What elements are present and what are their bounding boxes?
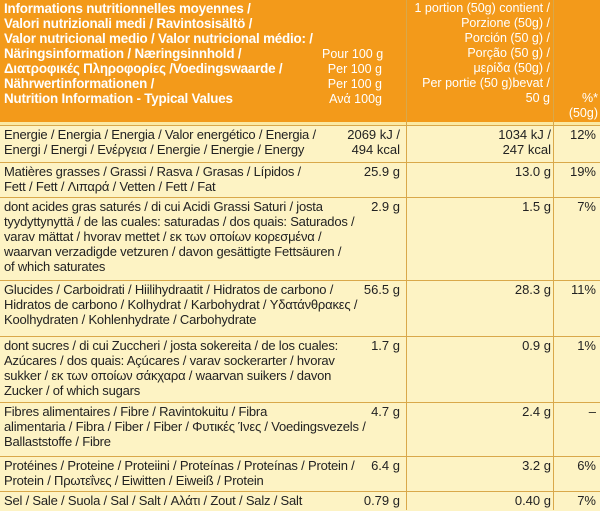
- value-percent: 12%: [569, 127, 596, 142]
- header-per-portion-line: Per portie (50 g)bevat /: [422, 76, 550, 90]
- row-label: [4, 164, 334, 194]
- header-per-portion-line: Porción (50 g) /: [464, 31, 550, 45]
- row-label-line: dont sucres / di cui Zuccheri / josta sokereita / de los cuales:: [4, 338, 339, 353]
- row-label-line: Azúcares / dos quais: Açúcares / varav sockerarter / hvorav: [4, 353, 335, 368]
- value-per-100g-line: 4.7 g: [371, 404, 400, 419]
- header-percent: [556, 91, 598, 121]
- header-title-line: Valor nutricional medio / Valor nutricional médio: /: [4, 31, 313, 46]
- header-title-line: Näringsinformation / Næringsinnhold /: [4, 46, 242, 61]
- value-percent: 7%: [577, 199, 596, 214]
- row-label: [4, 282, 358, 327]
- value-per-portion-line: 3.2 g: [522, 458, 551, 473]
- value-percent: 6%: [577, 458, 596, 473]
- header-title-line: Informations nutritionnelles moyennes /: [4, 1, 251, 16]
- value-per-100g: [336, 199, 400, 214]
- value-per-portion: [440, 164, 551, 179]
- value-per-portion: [440, 199, 551, 214]
- row-label-line: Fibres alimentaires / Fibre / Ravintokuitu / Fibra: [4, 404, 268, 419]
- row-label-line: Protein / Πρωτεΐνες / Eiwitten / Eiweiß / Protein: [4, 473, 264, 488]
- value-per-portion: [440, 127, 551, 157]
- header-per-100g-line: Ανά 100g: [329, 92, 382, 106]
- value-per-100g-line: 6.4 g: [371, 458, 400, 473]
- value-per-portion: [440, 458, 551, 473]
- value-per-portion: [440, 282, 551, 297]
- row-label-line: sukker / εκ των οποίων σάκχαρα / waarvan suikers / davon: [4, 368, 332, 383]
- value-per-100g: [336, 164, 400, 179]
- row-label: [4, 404, 366, 449]
- value-per-portion-line: 13.0 g: [514, 164, 551, 179]
- header-per-portion-line: Porzione (50g) /: [461, 16, 550, 30]
- header-title-line: Nährwertinformationen /: [4, 76, 155, 91]
- header-per-100g-line: Pour 100 g: [322, 47, 384, 61]
- row-label-line: Matières grasses / Grassi / Rasva / Grasas / Lípidos /: [4, 164, 301, 179]
- row-label-line: Energi / Energi / Ενέργεια / Energie / Energie / Energy: [4, 142, 305, 157]
- row-label-line: waarvan verzadigde vetzuren / davon gesättigte Fettsäuren /: [4, 244, 342, 259]
- table-header: [0, 0, 600, 122]
- value-per-100g: [336, 404, 400, 419]
- table-row-protein: [0, 456, 600, 489]
- row-label-line: Ballaststoffe / Fibre: [4, 434, 111, 449]
- header-title: [4, 1, 313, 106]
- row-label-line: alimentaria / Fibra / Fiber / Fiber / Φυτικές Ίνες / Voedingsvezels /: [4, 419, 366, 434]
- table-row-sugars: [0, 336, 600, 402]
- row-label-line: Sel / Sale / Suola / Sal / Salt / Αλάτι / Zout / Salz / Salt: [4, 493, 303, 508]
- row-label-line: varav mättat / hvorav mettet / εκ των οποίων κορεσμένα /: [4, 229, 322, 244]
- header-per-portion: [392, 1, 550, 106]
- header-title-line: Διατροφικές Πληροφορίες /Voedingswaarde /: [4, 61, 283, 76]
- value-per-100g: [336, 282, 400, 297]
- row-label: [4, 458, 355, 488]
- table-row-energy: [0, 125, 600, 158]
- value-per-portion-line: 247 kcal: [502, 142, 551, 157]
- table-row-saturates: [0, 197, 600, 280]
- column-divider: [406, 0, 407, 510]
- header-per-portion-line: μερίδα (50g) /: [473, 61, 550, 75]
- value-per-portion-line: 0.40 g: [514, 493, 551, 508]
- value-per-100g-line: 25.9 g: [363, 164, 400, 179]
- value-per-100g: [336, 338, 400, 353]
- value-percent: –: [588, 404, 596, 419]
- table-row-fibre: [0, 402, 600, 453]
- value-per-100g: [336, 493, 400, 508]
- header-per-100g-line: Per 100 g: [327, 62, 382, 76]
- row-label-line: dont acides gras saturés / di cui Acidi Grassi Saturi / josta: [4, 199, 323, 214]
- row-label-line: Hidratos de carbono / Kolhydrat / Karbohydrat / Υδατάνθρακες /: [4, 297, 358, 312]
- header-title-line: Nutrition Information - Typical Values: [4, 91, 233, 106]
- row-label: [4, 493, 334, 508]
- value-per-portion: [440, 493, 551, 508]
- value-percent: 1%: [577, 338, 596, 353]
- table-row-carbohydrate: [0, 280, 600, 332]
- header-per-100g-line: Per 100 g: [327, 77, 382, 91]
- row-label-line: Energie / Energia / Energia / Valor energético / Energia /: [4, 127, 316, 142]
- value-per-100g-line: 56.5 g: [363, 282, 400, 297]
- header-per-100g: [322, 47, 382, 107]
- header-title-line: Valori nutrizionali medi / Ravintosisältö /: [4, 16, 253, 31]
- row-label: [4, 127, 334, 157]
- row-label-line: Fett / Fett / Λιπαρά / Vetten / Fett / Fat: [4, 179, 216, 194]
- row-label-line: Koolhydraten / Kohlenhydrate / Carbohydrate: [4, 312, 257, 327]
- header-per-portion-line: Porção (50 g) /: [467, 46, 550, 60]
- row-label-line: tyydyttynyttä / de las cuales: saturadas / dos quais: Saturados /: [4, 214, 355, 229]
- value-per-100g-line: 0.79 g: [363, 493, 400, 508]
- header-percent-line: %*: [582, 91, 598, 105]
- value-per-portion: [440, 404, 551, 419]
- value-per-100g-line: 2.9 g: [371, 199, 400, 214]
- value-per-100g-line: 494 kcal: [351, 142, 400, 157]
- value-per-portion-line: 28.3 g: [514, 282, 551, 297]
- value-per-portion-line: 2.4 g: [522, 404, 551, 419]
- row-label-line: Glucides / Carboidrati / Hiilihydraatit / Hidratos de carbono /: [4, 282, 334, 297]
- value-per-100g-line: 2069 kJ /: [347, 127, 400, 142]
- value-percent: 11%: [570, 282, 596, 297]
- row-label-line: Protéines / Proteine / Proteiini / Proteínas / Proteínas / Protein /: [4, 458, 355, 473]
- header-per-portion-line: 1 portion (50g) contient /: [414, 1, 550, 15]
- row-label-line: of which saturates: [4, 259, 106, 274]
- header-per-portion-line: 50 g: [525, 91, 550, 105]
- value-per-portion-line: 1034 kJ /: [498, 127, 551, 142]
- value-percent: 7%: [577, 493, 596, 508]
- table-row-salt: [0, 491, 600, 511]
- value-per-portion: [440, 338, 551, 353]
- column-divider: [553, 0, 554, 510]
- value-per-portion-line: 1.5 g: [522, 199, 551, 214]
- row-label: [4, 338, 339, 398]
- row-label: [4, 199, 355, 274]
- table-row-fat: [0, 162, 600, 197]
- value-per-portion-line: 0.9 g: [522, 338, 551, 353]
- value-per-100g: [336, 127, 400, 157]
- header-percent-line: (50g): [568, 106, 598, 120]
- row-label-line: Zucker / of which sugars: [4, 383, 141, 398]
- value-per-100g: [336, 458, 400, 473]
- value-percent: 19%: [569, 164, 596, 179]
- value-per-100g-line: 1.7 g: [371, 338, 400, 353]
